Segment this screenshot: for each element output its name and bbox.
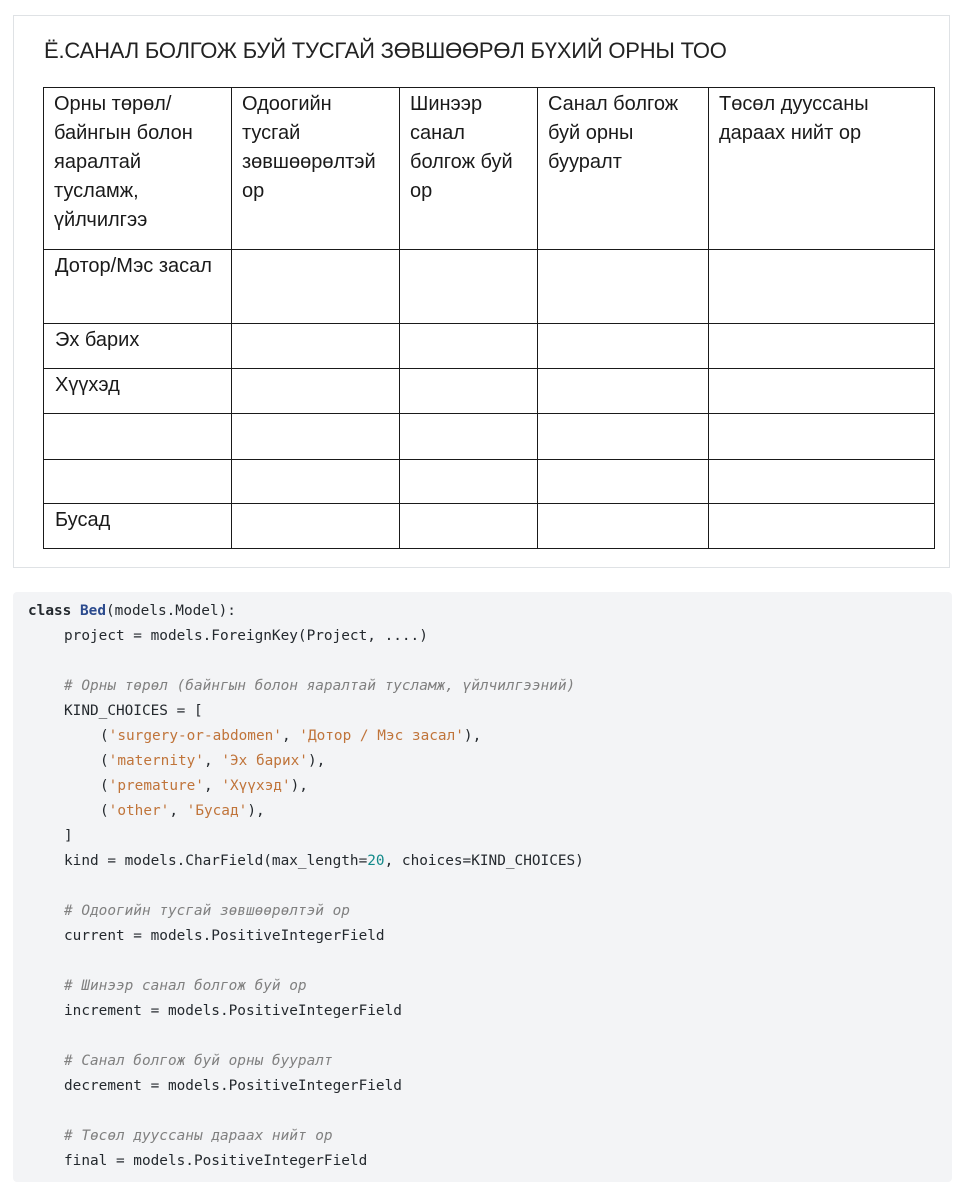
table-cell [709, 369, 935, 414]
table-cell [232, 369, 400, 414]
table-cell [709, 460, 935, 504]
table-cell [400, 369, 538, 414]
header-current: Одоогийн тусгай зөвшөөрөлтэй ор [232, 88, 400, 250]
row-label [44, 414, 232, 460]
kind-prefix: kind = models.CharField(max_length= [64, 853, 368, 869]
code-line-decrement: decrement = models.PositiveIntegerField [64, 1078, 402, 1094]
kind-max-length: 20 [367, 853, 385, 869]
table-cell [538, 504, 709, 549]
code-line-choices-close: ] [64, 828, 73, 844]
kind-suffix: , choices=KIND_CHOICES) [384, 853, 584, 869]
code-line-choice: ('other', 'Бусад'), [100, 803, 265, 819]
code-comment-current: # Одоогийн тусгай зөвшөөрөлтэй ор [64, 903, 350, 919]
class-base: (models.Model): [106, 603, 236, 619]
bed-table [43, 87, 935, 549]
table-cell [232, 324, 400, 369]
table-cell [709, 250, 935, 324]
table-cell [538, 460, 709, 504]
table-cell [232, 460, 400, 504]
code-line-class [28, 599, 952, 624]
table-cell [232, 504, 400, 549]
code-line-project: project = models.ForeignKey(Project, ....) [64, 628, 428, 644]
choice-label: 'Эх барих' [221, 753, 308, 769]
table-header-row [44, 88, 935, 250]
code-line-choice: ('maternity', 'Эх барих'), [100, 753, 326, 769]
code-line-choices-open: KIND_CHOICES = [ [64, 703, 203, 719]
table-figure [13, 15, 950, 568]
code-line-current: current = models.PositiveIntegerField [64, 928, 385, 944]
choice-key: 'maternity' [108, 753, 204, 769]
table-cell [400, 324, 538, 369]
code-line-blank [28, 1099, 952, 1124]
choice-label: 'Бусад' [186, 803, 248, 819]
class-name: Bed [80, 603, 106, 619]
header-final: Төсөл дууссаны дараах нийт ор [709, 88, 935, 250]
table-cell [709, 324, 935, 369]
table-cell [232, 250, 400, 324]
code-comment-decrement: # Санал болгож буй орны бууралт [64, 1053, 333, 1069]
row-label: Эх барих [44, 324, 232, 369]
choice-key: 'premature' [108, 778, 204, 794]
table-cell [538, 414, 709, 460]
table-cell [400, 460, 538, 504]
table-cell [400, 250, 538, 324]
table-row [44, 369, 935, 414]
table-row [44, 504, 935, 549]
table-cell [538, 250, 709, 324]
table-row [44, 324, 935, 369]
table-cell [538, 324, 709, 369]
code-line-choice: ('premature', 'Хүүхэд'), [100, 778, 308, 794]
figure-title: Ё.САНАЛ БОЛГОЖ БУЙ ТУСГАЙ ЗӨВШӨӨРӨЛ БҮХИЙ ОРНЫ ТОО [44, 38, 727, 63]
keyword-class: class [28, 603, 72, 619]
row-label: Дотор/Мэс засал [44, 250, 232, 324]
code-line-blank [28, 1024, 952, 1049]
choice-key: 'surgery-or-abdomen' [108, 728, 282, 744]
choice-key: 'other' [108, 803, 170, 819]
code-line-choice: ('surgery-or-abdomen', 'Дотор / Мэс засал'), [100, 728, 482, 744]
table-row [44, 460, 935, 504]
table-cell [232, 414, 400, 460]
table-row [44, 250, 935, 324]
code-comment-increment: # Шинээр санал болгож буй ор [64, 978, 307, 994]
code-comment-kind: # Орны төрөл (байнгын болон яаралтай тусламж, үйлчилгээний) [64, 678, 576, 694]
row-label: Бусад [44, 504, 232, 549]
code-line-blank [28, 649, 952, 674]
table-cell [538, 369, 709, 414]
code-block [13, 592, 952, 1182]
row-label: Хүүхэд [44, 369, 232, 414]
table-cell [709, 414, 935, 460]
header-increment: Шинээр санал болгож буй ор [400, 88, 538, 250]
choice-label: 'Хүүхэд' [221, 778, 291, 794]
header-decrement: Санал болгож буй орны бууралт [538, 88, 709, 250]
table-cell [400, 414, 538, 460]
code-line-final: final = models.PositiveIntegerField [64, 1153, 368, 1169]
code-line-blank [28, 874, 952, 899]
table-cell [709, 504, 935, 549]
code-line-blank [28, 949, 952, 974]
code-comment-final: # Төсөл дууссаны дараах нийт ор [64, 1128, 333, 1144]
header-kind: Орны төрөл/байнгын болон яаралтай тусламж, үйлчилгээ [44, 88, 232, 250]
code-line-kind [28, 849, 952, 874]
row-label [44, 460, 232, 504]
code-line-increment: increment = models.PositiveIntegerField [64, 1003, 402, 1019]
table-row [44, 414, 935, 460]
table-cell [400, 504, 538, 549]
choice-label: 'Дотор / Мэс засал' [299, 728, 464, 744]
